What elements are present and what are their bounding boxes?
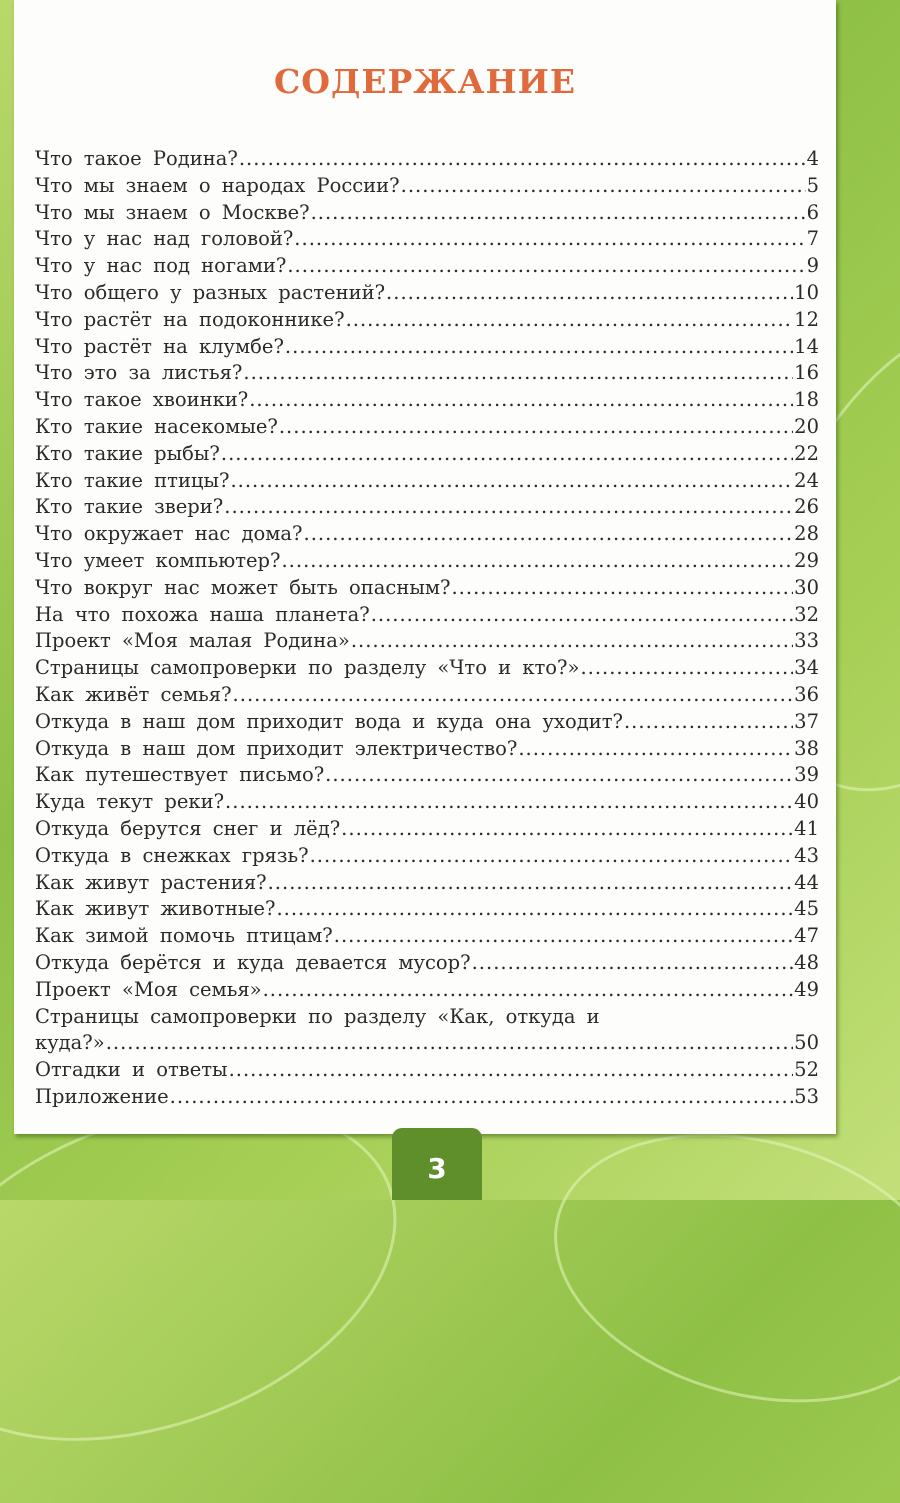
toc-entry-title: Как живёт семья? xyxy=(35,682,232,706)
toc-entry-page: 30 xyxy=(794,575,819,599)
toc-entry[interactable] xyxy=(35,361,819,388)
toc-entry[interactable] xyxy=(35,629,819,656)
toc-entry[interactable] xyxy=(35,469,819,496)
toc-entry-page: 32 xyxy=(794,602,819,626)
toc-entry-title: Откуда берётся и куда девается мусор? xyxy=(35,950,471,974)
toc-entry-page: 40 xyxy=(794,790,819,814)
toc-entry[interactable] xyxy=(35,576,819,603)
toc-entry[interactable] xyxy=(35,817,819,844)
dot-leader xyxy=(279,415,793,438)
dot-leader xyxy=(311,201,806,224)
toc-entry-title: Что такое Родина? xyxy=(35,147,238,170)
dot-leader xyxy=(268,871,794,894)
toc-entry[interactable] xyxy=(35,227,819,254)
toc-entry-title: Что у нас над головой? xyxy=(35,227,294,251)
toc-entry-title: Приложение xyxy=(35,1084,169,1108)
toc-entry-title: Проект «Моя семья» xyxy=(35,977,262,1001)
toc-entry[interactable] xyxy=(35,924,819,951)
toc-entry-title: Проект «Моя малая Родина» xyxy=(35,629,350,653)
toc-entry-page: 4 xyxy=(806,147,819,170)
toc-entry-title: Что растёт на клумбе? xyxy=(35,334,284,358)
dot-leader xyxy=(106,1031,793,1054)
toc-entry-title: Кто такие звери? xyxy=(35,495,224,519)
toc-entry[interactable] xyxy=(35,710,819,737)
dot-leader xyxy=(294,227,805,250)
toc-entry-page: 47 xyxy=(794,924,819,948)
dot-leader xyxy=(371,603,793,626)
dot-leader xyxy=(230,469,793,492)
leaf-decoration xyxy=(524,1092,900,1444)
toc-entry-page: 28 xyxy=(794,522,819,546)
toc-entry-page: 48 xyxy=(794,950,819,974)
dot-leader xyxy=(341,817,793,840)
dot-leader xyxy=(233,683,794,706)
dot-leader xyxy=(243,361,793,384)
dot-leader xyxy=(276,897,793,920)
toc-entry-page: 36 xyxy=(794,682,819,706)
toc-entry[interactable] xyxy=(35,147,819,174)
toc-entry[interactable] xyxy=(35,388,819,415)
toc-entry-page: 14 xyxy=(794,334,819,358)
toc-entry-title: На что похожа наша планета? xyxy=(35,602,370,626)
toc-entry-title: Кто такие птицы? xyxy=(35,468,230,492)
toc-entry-page: 38 xyxy=(794,736,819,760)
toc-entry-title: Что мы знаем о Москве? xyxy=(35,200,310,224)
dot-leader xyxy=(401,174,806,197)
toc-entry-page: 39 xyxy=(794,763,819,787)
toc-entry[interactable] xyxy=(35,1058,819,1085)
toc-entry-page: 34 xyxy=(794,656,819,680)
toc-entry[interactable] xyxy=(35,174,819,201)
toc-entry[interactable] xyxy=(35,790,819,817)
toc-entry-title: Что растёт на подоконнике? xyxy=(35,307,345,331)
toc-entry[interactable] xyxy=(35,442,819,469)
toc-entry-title: Что мы знаем о народах России? xyxy=(35,173,400,197)
toc-entry[interactable] xyxy=(35,495,819,522)
dot-leader xyxy=(263,978,794,1001)
toc-entry-page: 41 xyxy=(794,816,819,840)
dot-leader xyxy=(310,844,794,867)
toc-entry-title: Что это за листья? xyxy=(35,361,243,385)
dot-leader xyxy=(351,629,793,652)
dot-leader xyxy=(624,710,793,733)
toc-entry-title: Как живут животные? xyxy=(35,897,276,921)
dot-leader xyxy=(239,147,806,170)
toc-entry-title: Откуда берутся снег и лёд? xyxy=(35,816,341,840)
toc-entry-page: 49 xyxy=(794,977,819,1001)
toc-entry-page: 9 xyxy=(806,254,819,278)
dot-leader xyxy=(472,951,794,974)
toc-entry[interactable] xyxy=(35,549,819,576)
page-title: СОДЕРЖАНИЕ xyxy=(273,62,576,101)
toc-entry-page: 22 xyxy=(794,441,819,465)
toc-entry-title: Куда текут реки? xyxy=(35,790,225,814)
dot-leader xyxy=(334,924,793,947)
toc-entry[interactable] xyxy=(35,1031,819,1058)
toc-entry[interactable] xyxy=(35,335,819,362)
toc-entry[interactable] xyxy=(35,308,819,335)
page xyxy=(14,0,836,1134)
toc-entry-page: 7 xyxy=(806,227,819,251)
toc-entry-page: 37 xyxy=(794,709,819,733)
dot-leader xyxy=(221,442,793,465)
dot-leader xyxy=(451,576,793,599)
toc-entry[interactable] xyxy=(35,656,819,683)
toc-entry-title: Что общего у разных растений? xyxy=(35,280,386,304)
toc-entry-title: Откуда в наш дом приходит вода и куда она уходит? xyxy=(35,709,623,733)
toc-entry-title: Что умеет компьютер? xyxy=(35,548,281,572)
toc-entry-page: 6 xyxy=(806,200,819,224)
toc-entry-title: Что у нас под ногами? xyxy=(35,254,287,278)
toc-entry[interactable] xyxy=(35,951,819,978)
toc-entry[interactable] xyxy=(35,978,819,1005)
dot-leader xyxy=(304,522,794,545)
toc-entry-title: Страницы самопроверки по разделу «Что и кто?» xyxy=(35,656,580,680)
toc-entry-page: 45 xyxy=(794,897,819,921)
toc-entry-title: Откуда в снежках грязь? xyxy=(35,843,309,867)
dot-leader xyxy=(170,1085,794,1108)
toc-entry[interactable] xyxy=(35,415,819,442)
toc-entry[interactable] xyxy=(35,201,819,228)
dot-leader xyxy=(225,790,793,813)
toc-entry-title: куда?» xyxy=(35,1031,105,1055)
dot-leader xyxy=(287,254,805,277)
toc-entry-title: Как путешествует письмо? xyxy=(35,763,325,787)
dot-leader xyxy=(224,495,793,518)
toc-entry[interactable] xyxy=(35,844,819,871)
toc-entry-title: Отгадки и ответы xyxy=(35,1058,228,1082)
toc-entry-page: 50 xyxy=(794,1031,819,1055)
dot-leader xyxy=(325,763,793,786)
dot-leader xyxy=(249,388,793,411)
toc-entry[interactable] xyxy=(35,763,819,790)
toc-entry[interactable] xyxy=(35,522,819,549)
toc-entry-title: Что окружает нас дома? xyxy=(35,522,303,546)
toc-entry[interactable] xyxy=(35,281,819,308)
toc-entry[interactable] xyxy=(35,254,819,281)
toc-entry-page: 44 xyxy=(794,870,819,894)
toc-entry-page: 53 xyxy=(794,1084,819,1108)
toc-entry[interactable] xyxy=(35,871,819,898)
toc-entry[interactable] xyxy=(35,1085,819,1112)
toc-entry-page: 10 xyxy=(794,280,819,304)
dot-leader xyxy=(285,335,793,358)
toc-entry-title-line1[interactable]: Страницы самопроверки по разделу «Как, откуда и xyxy=(35,1004,600,1028)
toc-entry-title: Как зимой помочь птицам? xyxy=(35,924,333,948)
toc-entry[interactable] xyxy=(35,683,819,710)
toc-entry[interactable] xyxy=(35,603,819,630)
toc-entry-page: 52 xyxy=(794,1058,819,1082)
dot-leader xyxy=(386,281,793,304)
toc-entry-title: Кто такие рыбы? xyxy=(35,441,220,465)
dot-leader xyxy=(229,1058,794,1081)
toc-entry[interactable] xyxy=(35,737,819,764)
page-number-badge: 3 xyxy=(392,1128,482,1200)
toc-entry-page: 5 xyxy=(806,173,819,197)
dot-leader xyxy=(518,737,793,760)
dot-leader xyxy=(281,549,793,572)
dot-leader xyxy=(346,308,794,331)
toc-entry-page: 29 xyxy=(794,548,819,572)
toc-entry-page: 43 xyxy=(794,843,819,867)
toc-entry-page: 18 xyxy=(794,388,819,412)
toc-entry-title: Что вокруг нас может быть опасным? xyxy=(35,575,451,599)
toc-entry-page: 20 xyxy=(794,414,819,438)
dot-leader xyxy=(580,656,793,679)
toc-entry-title: Кто такие насекомые? xyxy=(35,414,278,438)
toc-entry-title: Как живут растения? xyxy=(35,870,267,894)
toc-entry-page: 24 xyxy=(794,468,819,492)
toc-entry-page: 26 xyxy=(794,495,819,519)
table-of-contents xyxy=(35,147,819,1112)
toc-entry-page: 33 xyxy=(794,629,819,653)
toc-entry-page: 12 xyxy=(794,307,819,331)
toc-entry-page: 16 xyxy=(794,361,819,385)
toc-entry[interactable] xyxy=(35,897,819,924)
toc-entry-title: Что такое хвоинки? xyxy=(35,388,249,412)
toc-entry-title: Откуда в наш дом приходит электричество? xyxy=(35,736,518,760)
